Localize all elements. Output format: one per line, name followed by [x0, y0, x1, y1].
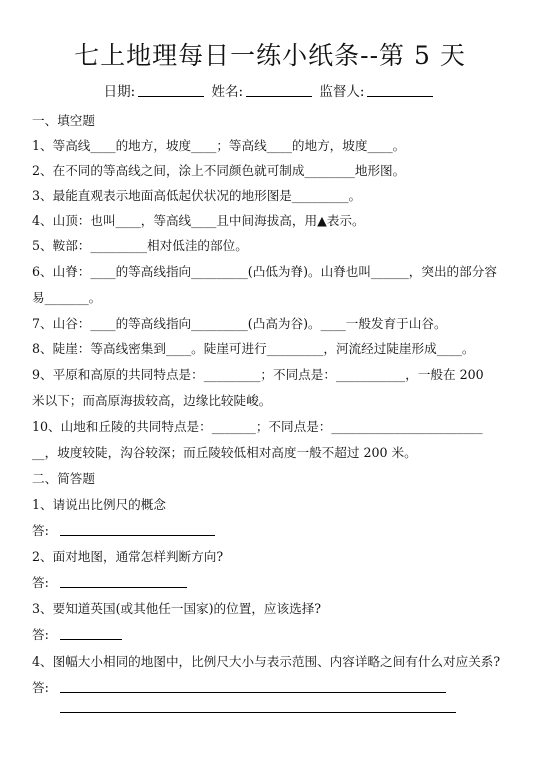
name-blank[interactable] [246, 84, 312, 97]
question-6-line2: 易_______。 [32, 290, 102, 305]
supervisor-blank[interactable] [367, 84, 433, 97]
answer-line-4b[interactable] [60, 712, 456, 713]
question-10-line2: __，坡度较陡，沟谷较深；而丘陵较低相对高度一般不超过 200 米。 [32, 445, 417, 460]
answer-label-3: 答: [32, 627, 49, 642]
answer-line-3[interactable] [60, 639, 122, 640]
question-4: 4、山顶：也叫____，等高线____且中间海拔高，用▲表示。 [32, 213, 365, 228]
question-3: 3、最能直观表示地面高低起伏状况的地形图是_________。 [32, 188, 362, 203]
short-question-3: 3、要知道英国(或其他任一国家)的位置，应该选择? [32, 601, 322, 616]
question-6-line1: 6、山脊：____的等高线指向_________(凸低为脊)。山脊也叫______，突出的部分容 [32, 264, 497, 279]
question-8: 8、陡崖：等高线密集到____。陡崖可进行_________，河流经过陡崖形成____。 [32, 341, 475, 356]
supervisor-label: 监督人: [319, 84, 365, 100]
answer-line-1[interactable] [60, 535, 215, 536]
header-info-row [0, 80, 540, 100]
answer-line-4a[interactable] [60, 692, 446, 693]
section2-heading: 二、简答题 [32, 471, 95, 486]
question-7: 7、山谷：____的等高线指向_________(凸高为谷)。____一般发育于山谷。 [32, 316, 447, 331]
question-10-line1: 10、山地和丘陵的共同特点是：_______；不同点是：________________________ [32, 419, 483, 434]
answer-label-2: 答: [32, 575, 49, 590]
name-label: 姓名: [211, 84, 244, 100]
page-title: 七上地理每日一练小纸条--第 5 天 [74, 41, 466, 70]
date-blank[interactable] [138, 84, 204, 97]
question-2: 2、在不同的等高线之间，涂上不同颜色就可制成________地形图。 [32, 163, 406, 178]
question-1: 1、等高线____的地方，坡度____；等高线____的地方，坡度____。 [32, 138, 406, 153]
short-question-4: 4、图幅大小相同的地图中，比例尺大小与表示范围、内容详略之间有什么对应关系? [32, 654, 501, 669]
section1-heading: 一、填空题 [32, 113, 95, 128]
answer-line-2[interactable] [60, 587, 187, 588]
question-9-line1: 9、平原和高原的共同特点是：_________；不同点是：___________，一般在 200 [32, 367, 484, 382]
question-5: 5、鞍部：_________相对低洼的部位。 [32, 238, 248, 253]
short-question-2: 2、面对地图，通常怎样判断方向? [32, 549, 224, 564]
question-9-line2: 米以下；而高原海拔较高，边缘比较陡峻。 [32, 393, 272, 408]
answer-label-1: 答: [32, 523, 49, 538]
date-label: 日期: [103, 84, 136, 100]
answer-label-4: 答: [32, 680, 49, 695]
short-question-1: 1、请说出比例尺的概念 [32, 497, 166, 512]
